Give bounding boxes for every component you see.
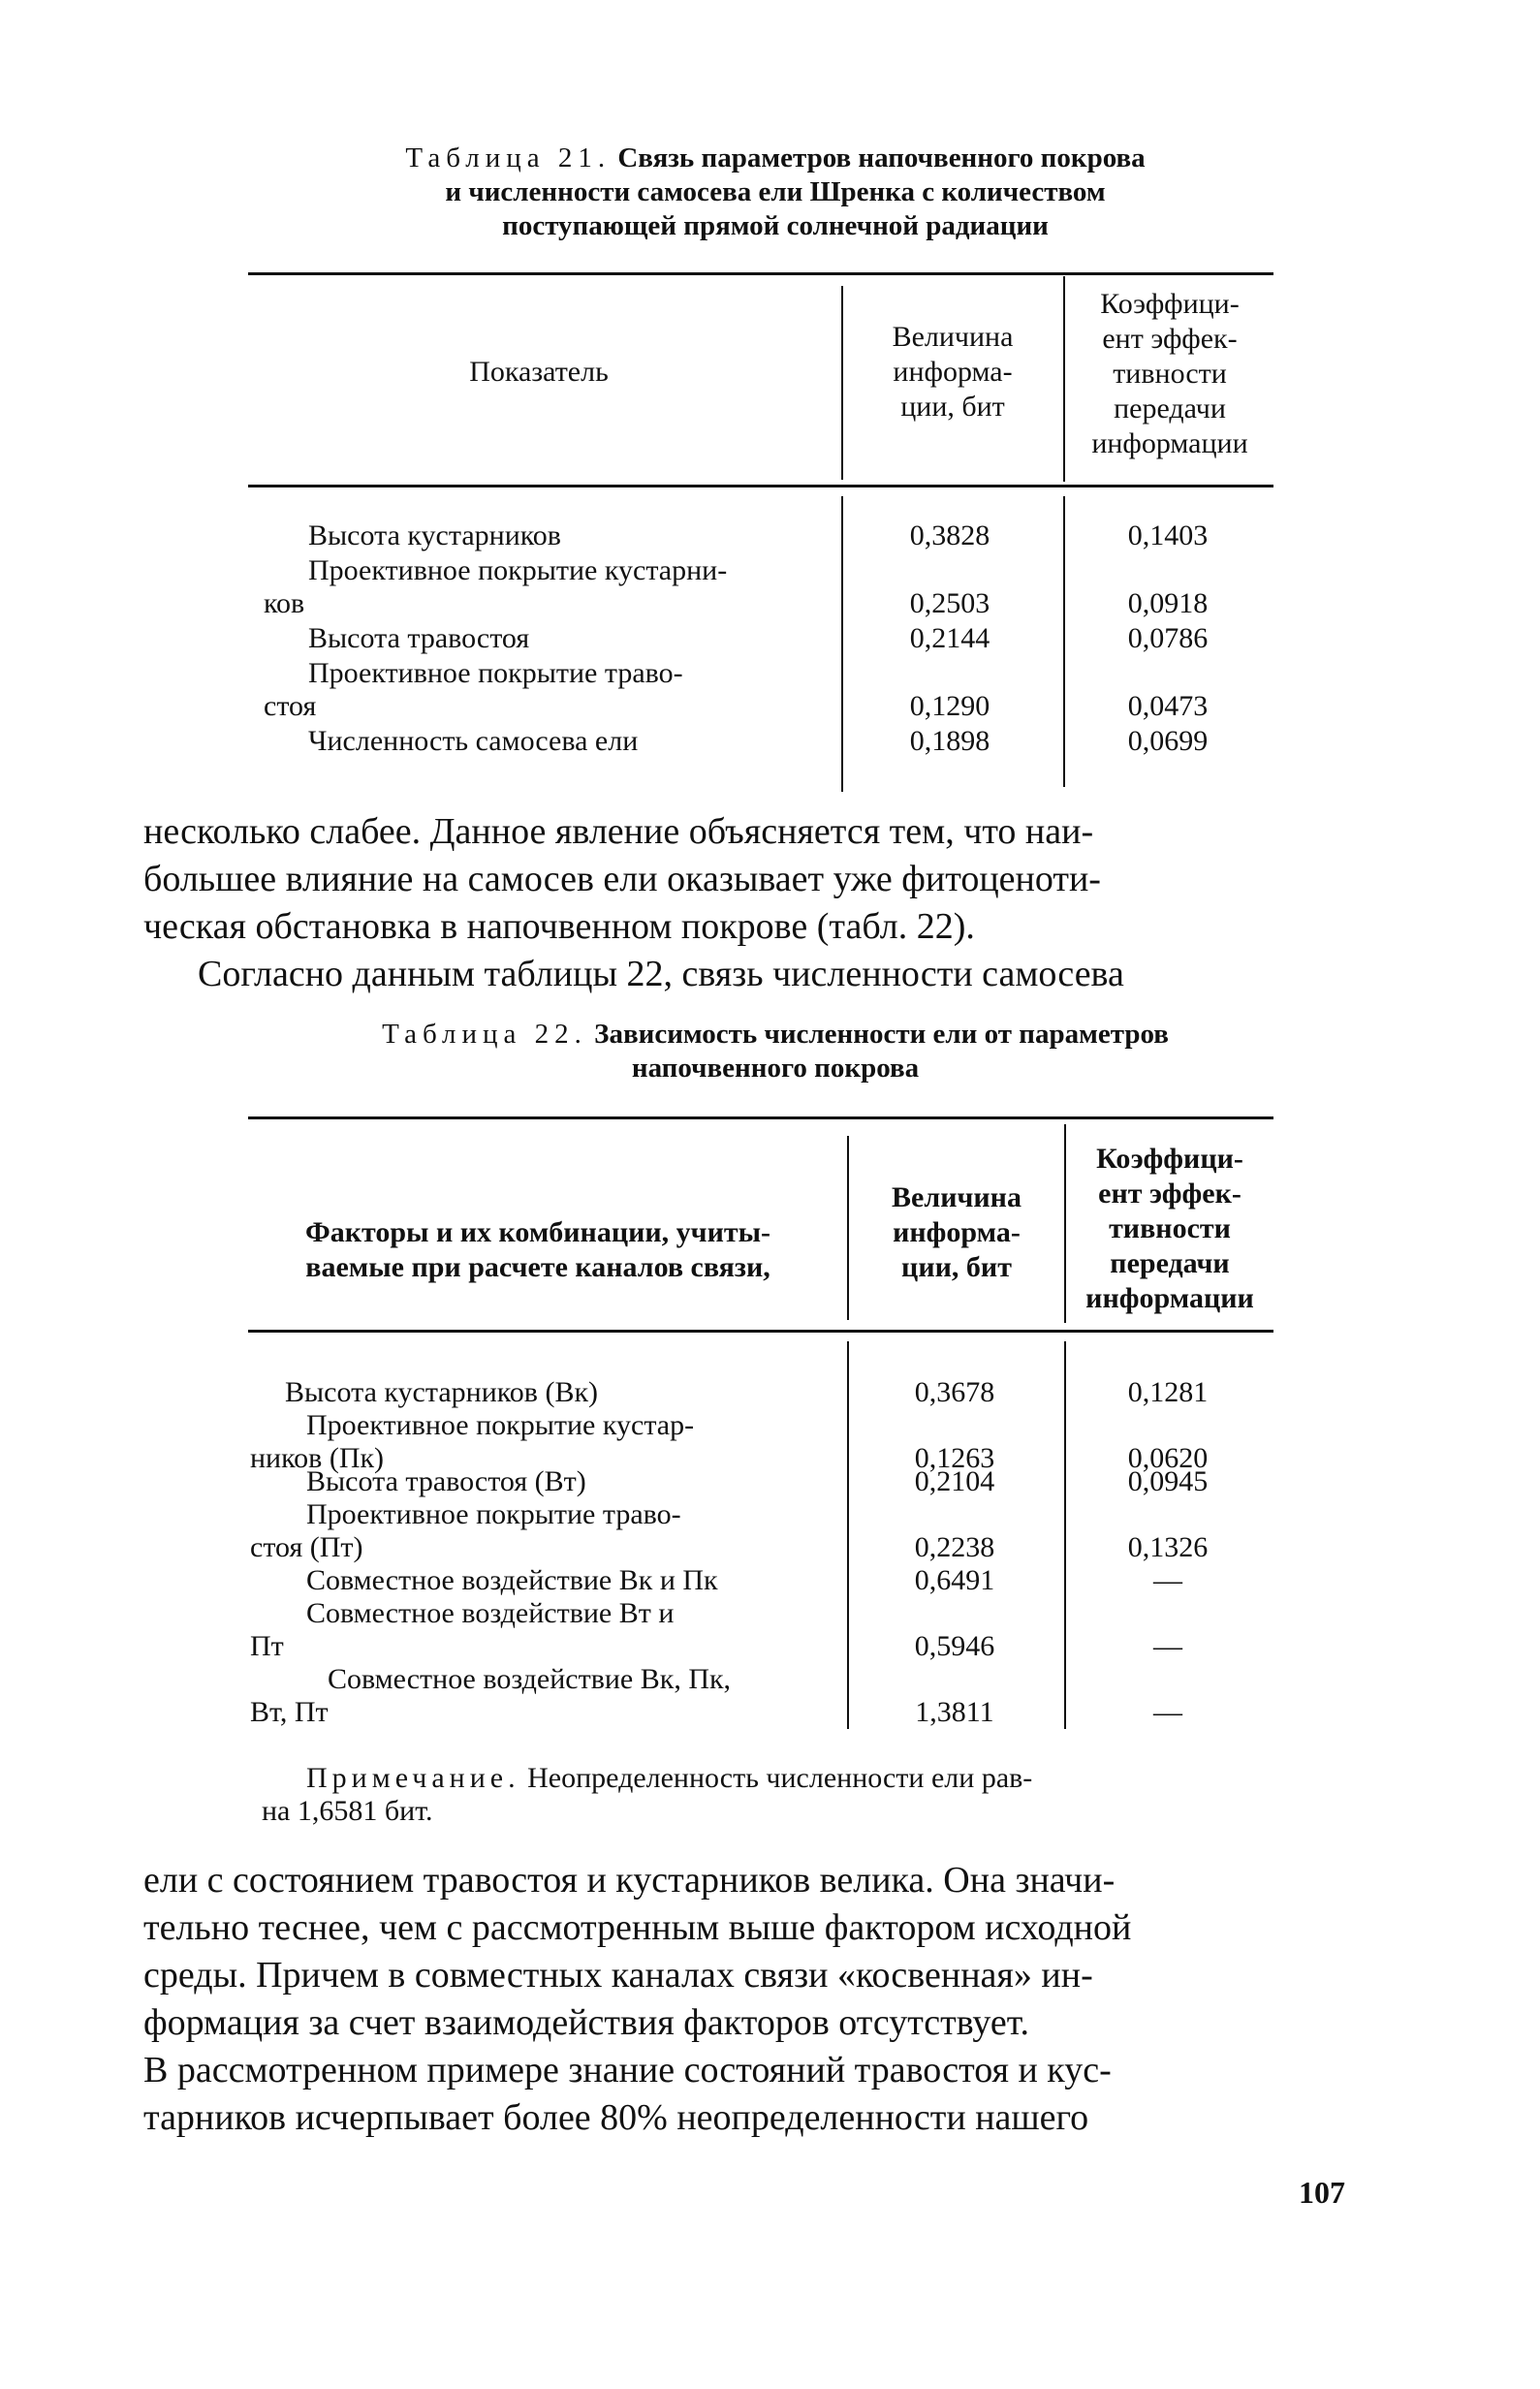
- table21-row-4-coef: 0,0473: [1127, 690, 1209, 722]
- table21-row-3-coef: 0,0786: [1127, 622, 1209, 654]
- table21-header-rule: [248, 485, 1273, 487]
- table21-body-divider-2: [1063, 496, 1065, 787]
- table22-caption-line-2: напочвенного покрова: [631, 1053, 920, 1084]
- table21-top-rule: [248, 272, 1273, 275]
- table22-row-2-info: 0,1263: [914, 1442, 995, 1474]
- table22-row-7-label: Совместное воздействие Вк, Пк, Вт, Пт: [250, 1663, 732, 1728]
- table22-row-6-label: Совместное воздействие Вт и Пт: [250, 1597, 675, 1662]
- note-lead: Примечание.: [306, 1762, 520, 1794]
- table22-row-1-coef: 0,1281: [1127, 1376, 1209, 1408]
- table21-caption-line-1: Таблица 21. Связь параметров напочвенного покрова: [405, 142, 1146, 173]
- table22-row-7-info: 1,3811: [915, 1696, 994, 1728]
- table21-header-coef: Коэффици- ент эффек- тивности передачи информации: [1091, 288, 1248, 459]
- table22-row-3-label: Высота травостоя (Вт): [306, 1465, 586, 1497]
- table22-row-2-label: Проективное покрытие кустар- ников (Пк): [250, 1409, 695, 1474]
- table22-body-divider-2: [1064, 1341, 1066, 1729]
- table22-row-3-coef: 0,0945: [1127, 1465, 1209, 1497]
- table22-row-3-info: 0,2104: [914, 1465, 995, 1497]
- table22-header-coef: Коэффици- ент эффек- тивности передачи информации: [1085, 1143, 1254, 1314]
- table21-row-3-label: Высота травостоя: [308, 622, 530, 654]
- table22-top-rule: [248, 1116, 1273, 1119]
- table22-row-5-coef: —: [1153, 1564, 1182, 1596]
- table21-row-5-info: 0,1898: [909, 725, 990, 757]
- table21-header-divider-2: [1063, 276, 1065, 482]
- table21-row-1-info: 0,3828: [909, 519, 990, 551]
- table22-header-info: Величина информа- ции, бит: [892, 1181, 1021, 1283]
- table21-header-divider-1: [841, 286, 843, 480]
- table22-row-4-coef: 0,1326: [1127, 1531, 1209, 1563]
- table21-row-4-info: 0,1290: [909, 690, 990, 722]
- table22-note: Примечание. Неопределенность численности ели рав- на 1,6581 бит.: [262, 1762, 1033, 1827]
- table22-row-4-label: Проективное покрытие траво- стоя (Пт): [250, 1498, 681, 1563]
- table21-body-divider-1: [841, 496, 843, 792]
- table22-row-1-label: Высота кустарников (Вк): [285, 1376, 599, 1408]
- table22-caption: [271, 1018, 1279, 1085]
- table22-row-2-coef: 0,0620: [1127, 1442, 1209, 1474]
- table22-header-rule: [248, 1330, 1273, 1333]
- table21-caption-line-3: поступающей прямой солнечной радиации: [502, 210, 1049, 241]
- table21-row-5-label: Численность самосева ели: [308, 725, 639, 757]
- table22-row-4-info: 0,2238: [914, 1531, 995, 1563]
- table21-caption-line-2: и численности самосева ели Шренка с количеством: [445, 176, 1106, 207]
- table22-header-factors: Факторы и их комбинации, учиты- ваемые при расчете каналов связи,: [304, 1216, 771, 1283]
- table21-header-indicator: Показатель: [469, 356, 609, 388]
- table21-header-info: Величина информа- ции, бит: [892, 321, 1014, 423]
- table22-caption-line-1: Таблица 22. Зависимость численности ели от параметров: [382, 1019, 1169, 1050]
- table22-row-6-info: 0,5946: [914, 1630, 995, 1662]
- table22-body-divider-1: [847, 1341, 849, 1729]
- body-paragraph-1: несколько слабее. Данное явление объясняется тем, что наи- большее влияние на самосев ели оказывает уже фитоценоти- ческая обстановка в напочвенном покрове (табл. 22). Согласно данным таблицы 22, связь численности самосева: [143, 811, 1124, 994]
- table22-row-5-label: Совместное воздействие Вк и Пк: [306, 1564, 718, 1596]
- table21-caption: [271, 141, 1279, 243]
- table22-row-5-info: 0,6491: [914, 1564, 995, 1596]
- table21-row-5-coef: 0,0699: [1127, 725, 1209, 757]
- table22-row-6-coef: —: [1153, 1630, 1182, 1662]
- table21-row-2-label: Проективное покрытие кустарни- ков: [264, 554, 728, 619]
- table21-row-3-info: 0,2144: [909, 622, 990, 654]
- table21-row-4-label: Проективное покрытие траво- стоя: [264, 657, 683, 722]
- table22-row-7-coef: —: [1153, 1696, 1182, 1728]
- page-number: 107: [1299, 2175, 1345, 2210]
- table21-row-1-label: Высота кустарников: [308, 519, 561, 551]
- table21-row-2-info: 0,2503: [909, 587, 990, 619]
- table21-row-1-coef: 0,1403: [1127, 519, 1209, 551]
- table22-header-divider-1: [847, 1136, 849, 1320]
- table21-row-2-coef: 0,0918: [1127, 587, 1209, 619]
- body-paragraph-2: ели с состоянием травостоя и кустарников велика. Она значи- тельно теснее, чем с рассмотренным выше фактором исходной среды. Причем в совместных каналах связи «косвенная» ин- формация за счет взаимодействия факторов отсутствует. В рассмотренном примере знание состояний травостоя и кус- тарников исчерпывает более 80% неопределенности нашего: [143, 1860, 1132, 2138]
- table22-row-1-info: 0,3678: [914, 1376, 995, 1408]
